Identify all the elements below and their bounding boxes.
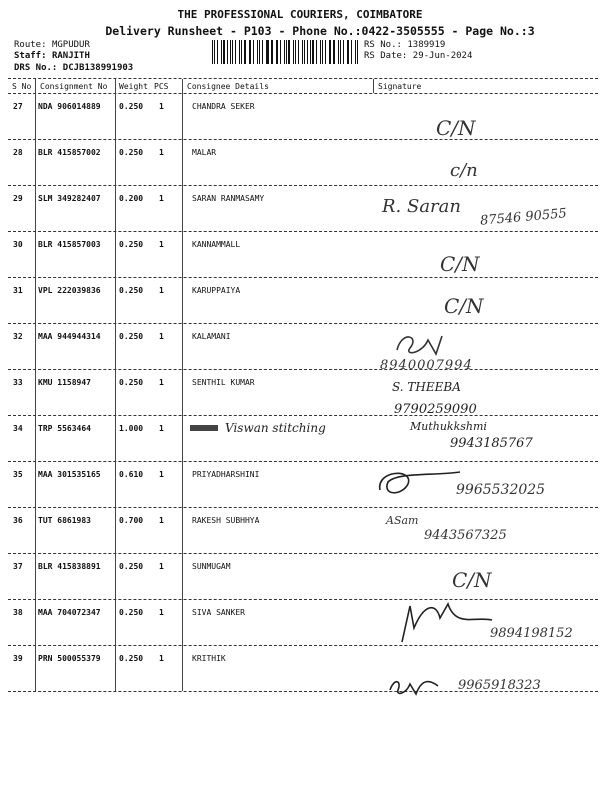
row-sno: 31 bbox=[13, 286, 23, 295]
row-weight: 0.700 bbox=[119, 516, 144, 525]
barcode-bar bbox=[267, 40, 269, 64]
row-weight: 0.250 bbox=[119, 654, 144, 663]
row-consignment-no: BLR 415857002 bbox=[38, 148, 101, 157]
row-separator bbox=[8, 461, 598, 462]
sig-29-name: R. Saran bbox=[382, 196, 461, 217]
barcode-bar bbox=[259, 40, 260, 64]
row-separator bbox=[8, 277, 598, 278]
row-sno: 34 bbox=[13, 424, 23, 433]
row-sno: 32 bbox=[13, 332, 23, 341]
rs-no-line bbox=[364, 40, 445, 50]
row-consignment-no: PRN 500055379 bbox=[38, 654, 101, 663]
row-consignment-no: BLR 415857003 bbox=[38, 240, 101, 249]
row-consignee: PRIYADHARSHINI bbox=[192, 470, 260, 479]
rs-date-value: 29-Jun-2024 bbox=[412, 51, 473, 61]
row-consignee: KALAMANI bbox=[192, 332, 231, 341]
barcode-bar bbox=[280, 40, 281, 64]
barcode-bar bbox=[249, 40, 250, 64]
barcode-bar bbox=[223, 40, 225, 64]
rs-date-label: RS Date: bbox=[364, 51, 408, 61]
sig-33-phone: 9790259090 bbox=[394, 402, 477, 417]
staff-line bbox=[14, 51, 90, 61]
col-weight: Weight bbox=[119, 82, 148, 91]
row-consignment-no: TRP 5563464 bbox=[38, 424, 91, 433]
row-sno: 38 bbox=[13, 608, 23, 617]
struck-out-text bbox=[190, 425, 218, 431]
sig-37: C/N bbox=[452, 568, 492, 592]
barcode-bar bbox=[316, 40, 317, 64]
sig-27: C/N bbox=[436, 116, 476, 140]
barcode-bar bbox=[329, 40, 330, 64]
row-consignee: SIVA SANKER bbox=[192, 608, 245, 617]
row-separator bbox=[8, 185, 598, 186]
row-consignee: CHANDRA SEKER bbox=[192, 102, 255, 111]
header-top-rule bbox=[8, 78, 598, 79]
barcode-bar bbox=[266, 40, 267, 64]
barcode-bar bbox=[235, 40, 236, 64]
row-weight: 0.250 bbox=[119, 562, 144, 571]
barcode-bar bbox=[304, 40, 305, 64]
barcode-bar bbox=[250, 40, 251, 64]
row-pcs: 1 bbox=[159, 194, 164, 203]
barcode-bar bbox=[230, 40, 231, 64]
sig-30: C/N bbox=[440, 252, 480, 276]
route-line bbox=[14, 40, 90, 50]
barcode-bar bbox=[212, 40, 213, 64]
row-weight: 0.250 bbox=[119, 378, 144, 387]
col-consignee: Consignee Details bbox=[187, 82, 269, 91]
barcode-bar bbox=[325, 40, 326, 64]
row-consignment-no: BLR 415838891 bbox=[38, 562, 101, 571]
sig-28: c/n bbox=[450, 160, 478, 181]
row-sno: 39 bbox=[13, 654, 23, 663]
col-pcs: PCS bbox=[154, 82, 169, 91]
barcode-bar bbox=[348, 40, 349, 64]
sig-32-phone: 8940007994 bbox=[380, 358, 473, 373]
row-weight: 0.250 bbox=[119, 286, 144, 295]
row-pcs: 1 bbox=[159, 148, 164, 157]
row-consignment-no: SLM 349282407 bbox=[38, 194, 101, 203]
sig-32-scribble bbox=[392, 328, 452, 360]
barcode-bar bbox=[302, 40, 303, 64]
row-separator bbox=[8, 139, 598, 140]
row-weight: 0.250 bbox=[119, 240, 144, 249]
barcode-bar bbox=[217, 40, 218, 64]
sig-39-scribble bbox=[386, 672, 446, 700]
barcode-bar bbox=[310, 40, 311, 64]
runsheet-title: Delivery Runsheet - P103 - Phone No.:0422-3505555 - Page No.:3 bbox=[105, 24, 535, 38]
rs-no-value: 1389919 bbox=[407, 40, 446, 50]
barcode-bar bbox=[253, 40, 254, 64]
row-pcs: 1 bbox=[159, 654, 164, 663]
row-consignee: KANNAMMALL bbox=[192, 240, 241, 249]
barcode-bar bbox=[351, 40, 352, 64]
sig-34-name: Muthukkshmi bbox=[410, 420, 487, 433]
row-separator bbox=[8, 415, 598, 416]
sig-33-name: S. THEEBA bbox=[392, 380, 461, 394]
col-divider bbox=[373, 79, 374, 93]
barcode-bar bbox=[298, 40, 299, 64]
barcode-bar bbox=[322, 40, 323, 64]
sig-38-phone: 9894198152 bbox=[490, 626, 573, 641]
drs-value: DCJB138991903 bbox=[62, 63, 134, 73]
row-sno: 27 bbox=[13, 102, 23, 111]
barcode-bar bbox=[312, 40, 314, 64]
row-pcs: 1 bbox=[159, 332, 164, 341]
col-consignment: Consignment No bbox=[40, 82, 108, 91]
row-consignment-no: TUT 6861983 bbox=[38, 516, 91, 525]
row-weight: 0.250 bbox=[119, 332, 144, 341]
row-sno: 33 bbox=[13, 378, 23, 387]
barcode-bar bbox=[221, 40, 222, 64]
sig-36-phone: 9443567325 bbox=[424, 528, 507, 543]
row-pcs: 1 bbox=[159, 562, 164, 571]
row-pcs: 1 bbox=[159, 286, 164, 295]
barcode-bar bbox=[239, 40, 240, 64]
row-sno: 35 bbox=[13, 470, 23, 479]
barcode-bar bbox=[330, 40, 331, 64]
sig-31: C/N bbox=[444, 294, 484, 318]
col-sno: S No bbox=[12, 82, 32, 91]
row-pcs: 1 bbox=[159, 240, 164, 249]
row-pcs: 1 bbox=[159, 470, 164, 479]
row-consignment-no: VPL 222039836 bbox=[38, 286, 101, 295]
barcode-bar bbox=[340, 40, 341, 64]
row-pcs: 1 bbox=[159, 378, 164, 387]
row-separator bbox=[8, 507, 598, 508]
row-sno: 36 bbox=[13, 516, 23, 525]
rs-no-label: RS No.: bbox=[364, 40, 402, 50]
col-signature: Signature bbox=[378, 82, 422, 91]
sig-34-phone: 9943185767 bbox=[450, 436, 533, 451]
row-consignee: SARAN RANMASAMY bbox=[192, 194, 265, 203]
row-sno: 28 bbox=[13, 148, 23, 157]
route-value: MGPUDUR bbox=[51, 40, 90, 50]
row-weight: 0.250 bbox=[119, 148, 144, 157]
barcode-bar bbox=[257, 40, 258, 64]
barcode-bar bbox=[286, 40, 287, 64]
staff-value: RANJITH bbox=[51, 51, 90, 61]
company-name: THE PROFESSIONAL COURIERS, COIMBATORE bbox=[177, 8, 423, 21]
sig-36-name: ASam bbox=[386, 514, 419, 527]
row-pcs: 1 bbox=[159, 608, 164, 617]
barcode-bar bbox=[293, 40, 294, 64]
sig-35-phone: 9965532025 bbox=[456, 482, 546, 498]
barcode-bar bbox=[214, 40, 215, 64]
row-consignee: SENTHIL KUMAR bbox=[192, 378, 255, 387]
row-sno: 30 bbox=[13, 240, 23, 249]
sig-35-scribble bbox=[374, 466, 466, 504]
barcode-bar bbox=[284, 40, 285, 64]
route-label: Route: bbox=[14, 40, 47, 50]
barcode-bar bbox=[244, 40, 246, 64]
row-consignee: SUNMUGAM bbox=[192, 562, 231, 571]
barcode-bar bbox=[276, 40, 277, 64]
row-consignment-no: MAA 301535165 bbox=[38, 470, 101, 479]
barcode-bar bbox=[338, 40, 339, 64]
row-weight: 0.200 bbox=[119, 194, 144, 203]
barcode-bar bbox=[333, 40, 335, 64]
row-weight: 0.250 bbox=[119, 608, 144, 617]
barcode-bar bbox=[271, 40, 272, 64]
barcode bbox=[212, 40, 360, 64]
drs-line bbox=[14, 63, 133, 73]
sig-29-phone: 87546 90555 bbox=[479, 206, 568, 229]
barcode-bar bbox=[295, 40, 296, 64]
barcode-bar bbox=[320, 40, 321, 64]
barcode-bar bbox=[288, 40, 290, 64]
row-consignee: Viswan stitching bbox=[225, 421, 326, 435]
barcode-bar bbox=[232, 40, 233, 64]
barcode-bar bbox=[347, 40, 348, 64]
row-weight: 0.610 bbox=[119, 470, 144, 479]
header-bottom-rule bbox=[8, 93, 598, 94]
row-pcs: 1 bbox=[159, 102, 164, 111]
row-pcs: 1 bbox=[159, 424, 164, 433]
rs-date-line bbox=[364, 51, 472, 61]
barcode-bar bbox=[343, 40, 344, 64]
row-consignee: KARUPPAIYA bbox=[192, 286, 241, 295]
row-sno: 37 bbox=[13, 562, 23, 571]
barcode-bar bbox=[307, 40, 308, 64]
row-consignment-no: MAA 704072347 bbox=[38, 608, 101, 617]
sig-38-scribble bbox=[396, 598, 496, 646]
staff-label: Staff: bbox=[14, 51, 47, 61]
row-pcs: 1 bbox=[159, 516, 164, 525]
barcode-bar bbox=[355, 40, 356, 64]
row-weight: 0.250 bbox=[119, 102, 144, 111]
row-separator bbox=[8, 323, 598, 324]
barcode-bar bbox=[262, 40, 263, 64]
row-separator bbox=[8, 231, 598, 232]
barcode-bar bbox=[241, 40, 242, 64]
row-consignment-no: MAA 944944314 bbox=[38, 332, 101, 341]
barcode-bar bbox=[357, 40, 358, 64]
barcode-bar bbox=[277, 40, 278, 64]
row-weight: 1.000 bbox=[119, 424, 144, 433]
sig-39-phone: 9965918323 bbox=[458, 678, 541, 693]
row-separator bbox=[8, 645, 598, 646]
row-consignment-no: KMU 1158947 bbox=[38, 378, 91, 387]
row-separator bbox=[8, 369, 598, 370]
row-consignee: KRITHIK bbox=[192, 654, 226, 663]
row-consignee: RAKESH SUBHHYA bbox=[192, 516, 260, 525]
row-separator bbox=[8, 599, 598, 600]
row-separator bbox=[8, 553, 598, 554]
drs-label: DRS No.: bbox=[14, 63, 58, 73]
row-consignment-no: NDA 906014889 bbox=[38, 102, 101, 111]
row-sno: 29 bbox=[13, 194, 23, 203]
barcode-bar bbox=[227, 40, 228, 64]
row-consignee: MALAR bbox=[192, 148, 217, 157]
